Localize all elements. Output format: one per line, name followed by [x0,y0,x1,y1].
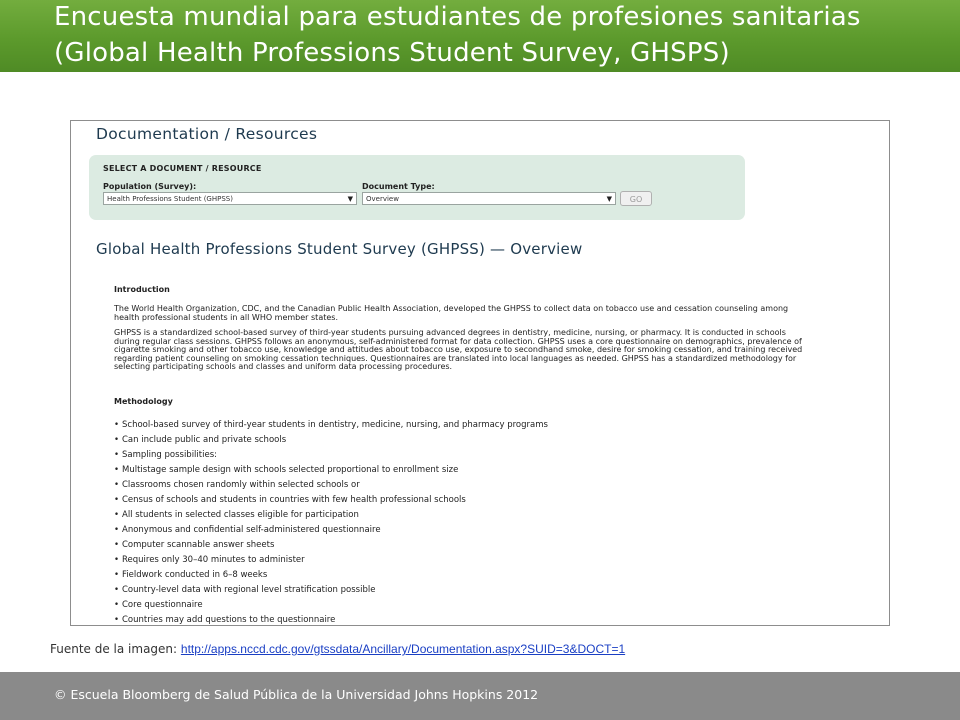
population-dropdown[interactable] [103,192,357,205]
methodology-item: • School-based survey of third-year students in dentistry, medicine, nursing, and pharmacy programs [122,420,548,430]
methodology-item: • Census of schools and students in countries with few health professional schools [122,495,466,505]
section-title: Documentation / Resources [96,125,318,143]
methodology-item: • Countries may add questions to the questionnaire [122,615,335,625]
overview-title: Global Health Professions Student Survey (GHPSS) — Overview [96,240,583,258]
methodology-item: • Can include public and private schools [122,435,286,445]
image-source-caption [50,642,625,656]
slide-title-line-2: (Global Health Professions Student Survey, GHSPS) [54,38,730,68]
methodology-item: • All students in selected classes eligible for participation [122,510,359,520]
methodology-item: • Anonymous and confidential self-administered questionnaire [122,525,381,535]
introduction-paragraph-2: GHPSS is a standardized school-based survey of third-year students pursuing advanced degrees in dentistry, medicine, nursing, or pharmacy. It is conducted in schools during regular class sessions. GHPSS follows an anonymous, self-administered format for data collection. GHPSS uses a core questionnaire on demographics, prevalence of cigarette smoking and other tobacco use, knowledge and attitudes about tobacco use, exposure to secondhand smoke, desire for smoking cessation, and training received regarding patient counseling on smoking cessation techniques. Questionnaires are translated into local languages as needed. GHPSS has a standardized methodology for selecting participating schools and classes and uniform data processing procedures. [114,328,803,372]
methodology-item: • Fieldwork conducted in 6–8 weeks [122,570,267,580]
chevron-down-icon: ▼ [347,195,353,203]
slide-title-line-1: Encuesta mundial para estudiantes de profesiones sanitarias [54,2,861,32]
methodology-heading: Methodology [114,397,173,406]
source-link[interactable]: http://apps.nccd.cdc.gov/gtssdata/Ancillary/Documentation.aspx?SUID=3&DOCT=1 [180,642,626,656]
document-type-label: Document Type: [362,182,435,191]
methodology-item: • Computer scannable answer sheets [122,540,274,550]
chevron-down-icon: ▼ [606,195,612,203]
methodology-item: • Core questionnaire [122,600,203,610]
methodology-item: • Sampling possibilities: [122,450,217,460]
population-label: Population (Survey): [103,182,197,191]
title-bar [0,0,960,72]
document-type-dropdown-value: Overview [366,195,399,203]
introduction-heading: Introduction [114,285,170,294]
caption-prefix: Fuente de la imagen: [50,642,181,656]
methodology-item: • Requires only 30–40 minutes to administer [122,555,305,565]
webpage-screenshot [70,120,890,626]
introduction-paragraph-1: The World Health Organization, CDC, and the Canadian Public Health Association, developed the GHPSS to collect data on tobacco use and cessation counseling among health professional students in all WHO member states. [114,304,789,322]
methodology-item: • Multistage sample design with schools selected proportional to enrollment size [122,465,458,475]
population-dropdown-value: Health Professions Student (GHPSS) [107,195,233,203]
copyright-text: © Escuela Bloomberg de Salud Pública de la Universidad Johns Hopkins 2012 [54,687,539,702]
document-select-panel [89,155,745,220]
go-button[interactable]: GO [620,191,652,206]
methodology-item: • Country-level data with regional level stratification possible [122,585,375,595]
footer-bar [0,672,960,720]
document-type-dropdown[interactable] [362,192,616,205]
select-panel-heading: SELECT A DOCUMENT / RESOURCE [103,164,262,173]
methodology-item: • Classrooms chosen randomly within selected schools or [122,480,360,490]
